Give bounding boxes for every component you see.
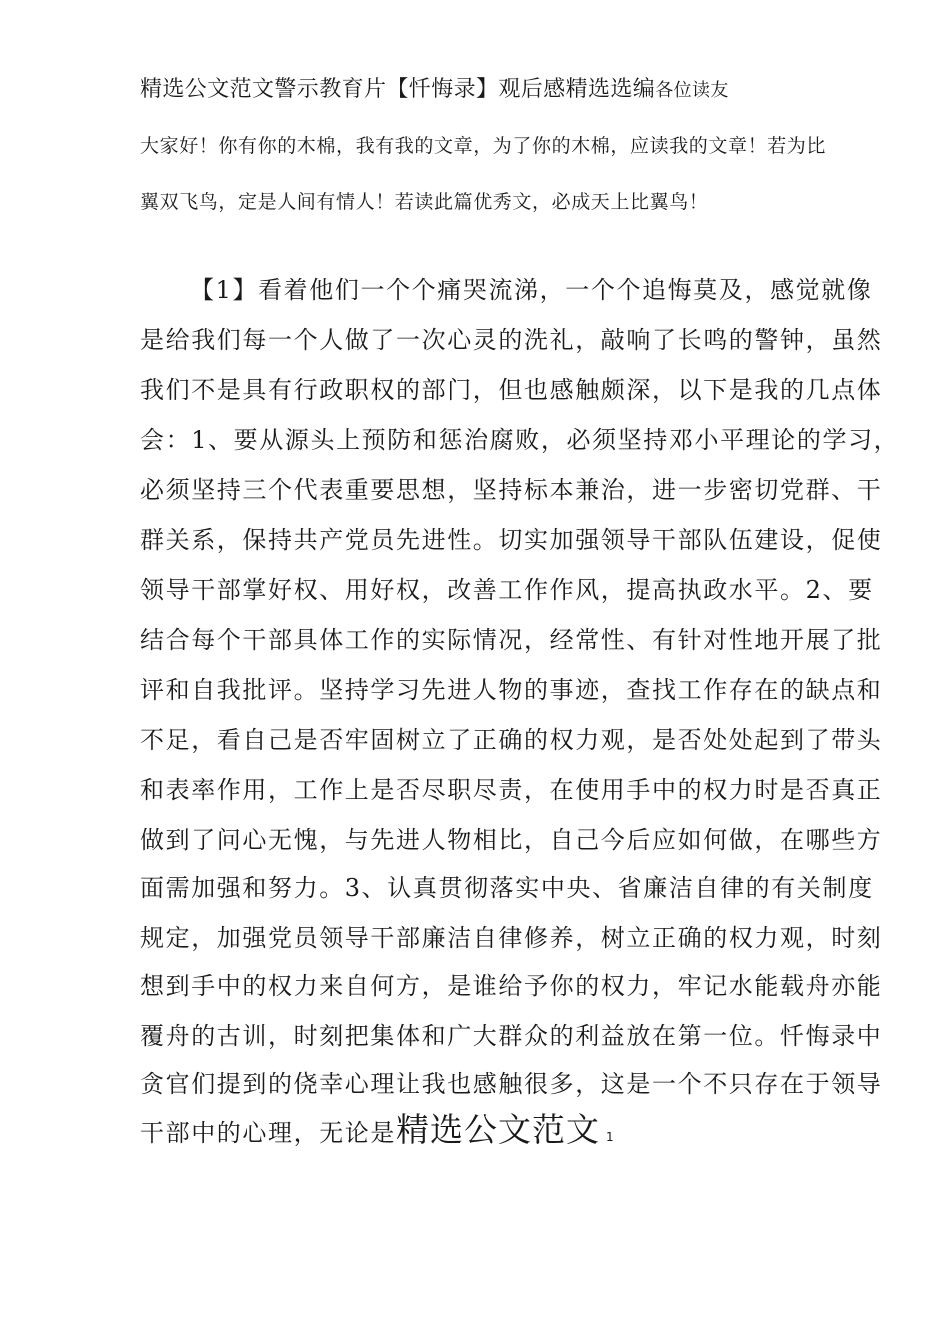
body-line: 结合每个干部具体工作的实际情况，经常性、有针对性地开展了批 [140,626,883,654]
body-line: 群关系，保持共产党员先进性。切实加强领导干部队伍建设，促使 [140,526,883,554]
body-line: 【1】看着他们一个个痛哭流涕，一个个追悔莫及，感觉就像 [190,276,873,304]
document-title [140,72,729,103]
body-line: 领导干部掌好权、用好权，改善工作作风，提高执政水平。2、要 [140,576,874,604]
body-line: 面需加强和努力。3、认真贯彻落实中央、省廉洁自律的有关制度 [140,874,874,902]
body-line: 会：1、要从源头上预防和惩治腐败，必须坚持邓小平理论的学习， [140,426,900,454]
title-tail: 各位读友 [655,80,729,101]
body-line: 规定，加强党员领导干部廉洁自律修养，树立正确的权力观，时刻 [140,924,883,952]
body-line: 做到了问心无愧，与先进人物相比，自己今后应如何做，在哪些方 [140,826,883,854]
body-line: 必须坚持三个代表重要思想，坚持标本兼治，进一步密切党群、干 [140,476,883,504]
page-number: 1 [606,1130,614,1144]
last-line-text: 干部中的心理，无论是 [140,1119,396,1147]
body-line: 和表率作用，工作上是否尽职尽责，在使用手中的权力时是否真正 [140,776,883,804]
body-line: 想到手中的权力来自何方，是谁给予你的权力，牢记水能载舟亦能 [140,972,883,1000]
intro-line: 翼双飞鸟，定是人间有情人！若读此篇优秀文，必成天上比翼鸟！ [140,191,709,213]
last-body-line [140,1104,614,1151]
body-line: 我们不是具有行政职权的部门，但也感触颇深，以下是我的几点体 [140,376,883,404]
title-main: 精选公文范文警示教育片【忏悔录】观后感精选选编 [140,77,656,102]
body-line: 贪官们提到的侥幸心理让我也感触很多，这是一个不只存在于领导 [140,1070,883,1098]
body-line: 是给我们每一个人做了一次心灵的洗礼，敲响了长鸣的警钟，虽然 [140,326,883,354]
body-line: 不足，看自己是否牢固树立了正确的权力观，是否处处起到了带头 [140,726,883,754]
intro-line: 大家好！你有你的木棉，我有我的文章，为了你的木棉，应读我的文章！若为比 [140,135,827,157]
body-line: 覆舟的古训，时刻把集体和广大群众的利益放在第一位。忏悔录中 [140,1022,883,1050]
body-line: 评和自我批评。坚持学习先进人物的事迹，查找工作存在的缺点和 [140,676,883,704]
footer-brand-text: 精选公文范文 [396,1110,600,1149]
